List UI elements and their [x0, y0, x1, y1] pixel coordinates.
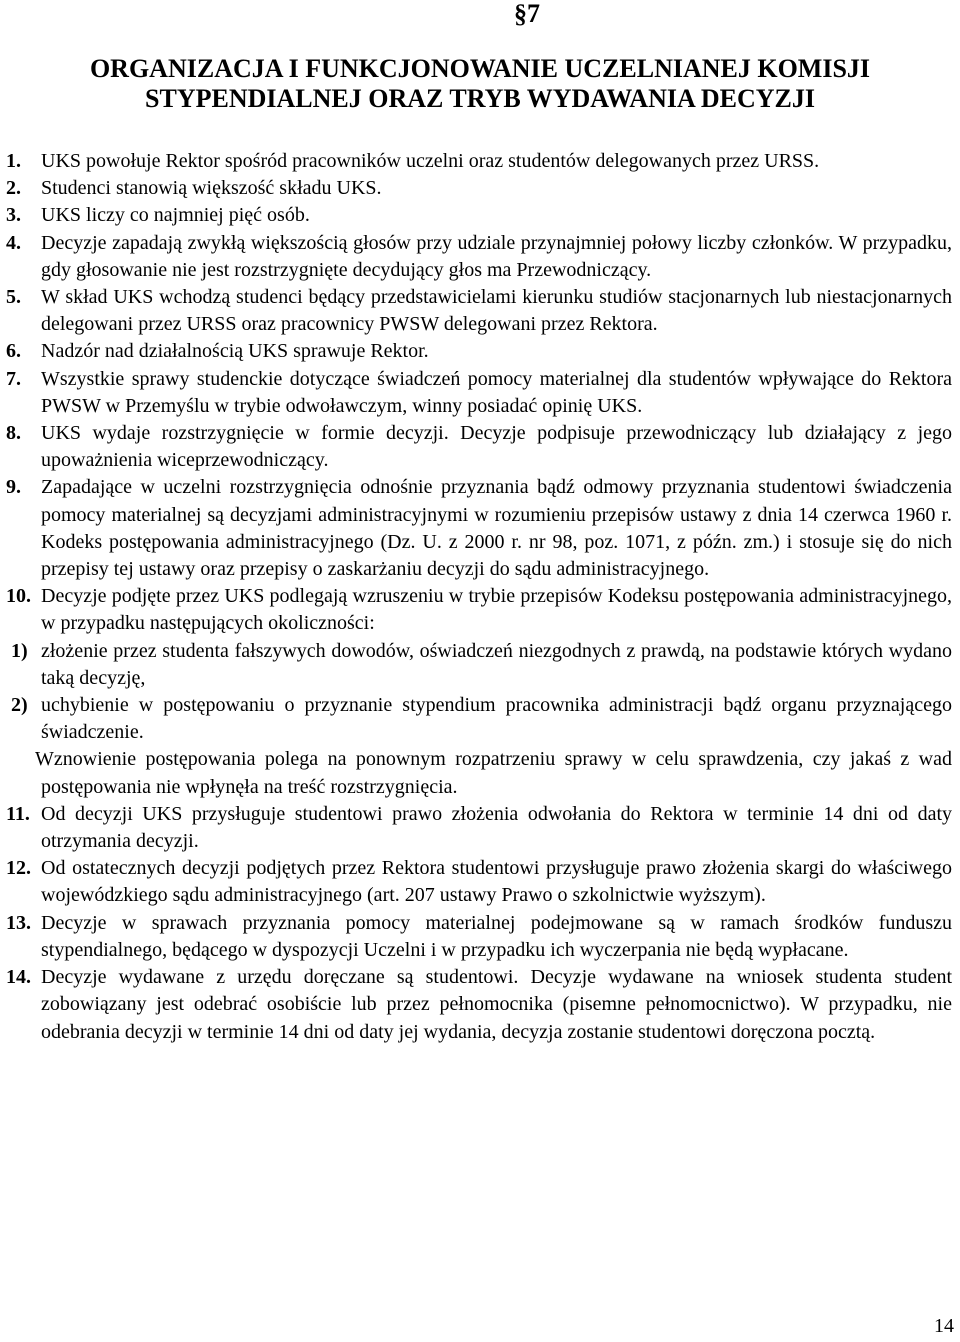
item-number: 2. — [6, 177, 21, 200]
item-text: Od ostatecznych decyzji podjętych przez Rektora studentowi przysługuje prawo złożenia skargi do właściwego wojewódzkiego sądu administracyjnego (art. 207 ustawy Prawo o szkolnictwie wyższym). — [41, 857, 952, 907]
item-text: Od decyzji UKS przysługuje studentowi prawo złożenia odwołania do Rektora w terminie 14 dni od daty otrzymania decyzji. — [41, 802, 952, 853]
item-number: 8. — [6, 422, 21, 445]
list-item — [0, 338, 960, 365]
item-number: 7. — [6, 367, 21, 390]
item-text: Zapadające w uczelni rozstrzygnięcia odnośnie przyznania bądź odmowy przyznania studentowi świadczenia pomocy materialnej są decyzjami administracyjnymi w rozumieniu przepisów ustawy z dnia 14 czerwca 1960 r. Kodeks postępowania administracyjnego (Dz. U. z 2000 r. nr 98, poz. 1071, z późn. zm.) i stosuje się do nich przepisy tej ustawy oraz przepisy o zaskarżaniu decyzji do sądu administracyjnego. — [41, 476, 952, 581]
sub-item-text: uchybienie w postępowaniu o przyznanie stypendium pracownika administracji bądź organu przyznającego świadczenie. — [41, 694, 952, 744]
item-text: UKS liczy co najmniej pięć osób. — [41, 204, 310, 227]
item-text: W skład UKS wchodzą studenci będący przedstawicielami kierunku studiów stacjonarnych lub niestacjonarnych delegowani przez URSS oraz pracownicy PWSW delegowani przez Rektora. — [41, 286, 952, 336]
sub-item — [0, 692, 960, 746]
resumption-paragraph: Wznowienie postępowania polega na ponownym rozpatrzeniu sprawy w celu sprawdzenia, czy jakaś z wad postępowania nie wpłynęła na treść rozstrzygnięcia. — [35, 748, 952, 798]
item-text: UKS powołuje Rektor spośród pracowników uczelni oraz studentów delegowanych przez URSS. — [41, 150, 820, 172]
item-text: Nadzór nad działalnością UKS sprawuje Rektor. — [41, 340, 429, 363]
item-number: 5. — [6, 286, 21, 309]
document-heading — [0, 54, 960, 114]
item-text: UKS wydaje rozstrzygnięcie w formie decyzji. Decyzje podpisuje przewodniczący lub działający z jego upoważnienia wiceprzewodniczący. — [41, 422, 952, 472]
list-item — [0, 583, 960, 637]
item-number: 6. — [6, 340, 21, 363]
item-number: 11. — [6, 802, 30, 825]
item-text: Studenci stanowią większość składu UKS. — [41, 177, 382, 200]
list-item — [0, 202, 960, 229]
list-item — [0, 801, 960, 855]
item-number: 10. — [6, 585, 31, 608]
list-item — [0, 964, 960, 1046]
item-text: Decyzje podjęte przez UKS podlegają wzruszeniu w trybie przepisów Kodeksu postępowania administracyjnego, w przypadku następujących okoliczności: — [41, 585, 952, 635]
sub-item-text: złożenie przez studenta fałszywych dowodów, oświadczeń niezgodnych z prawdą, na podstawie których wydano taką decyzję, — [41, 639, 952, 689]
item-number: 9. — [6, 476, 21, 499]
page-number: 14 — [934, 1315, 954, 1337]
sub-item — [0, 638, 960, 692]
list-item — [0, 148, 960, 175]
item-number: 1. — [6, 150, 21, 172]
heading-line-1: ORGANIZACJA I FUNKCJONOWANIE UCZELNIANEJ KOMISJI — [89, 54, 871, 83]
list-item — [0, 474, 960, 583]
item-number: 12. — [6, 857, 31, 880]
section-mark: §7 — [514, 0, 540, 28]
heading-line-2: STYPENDIALNEJ ORAZ TRYB WYDAWANIA DECYZJI — [145, 84, 815, 113]
item-text: Decyzje w sprawach przyznania pomocy materialnej podejmowane są w ramach środków funduszu stypendialnego, będącego w dyspozycji Uczelni i w przypadku ich wyczerpania nie będą wypłacane. — [41, 911, 952, 961]
item-text: Wszystkie sprawy studenckie dotyczące świadczeń pomocy materialnej dla studentów wpływające do Rektora PWSW w Przemyślu w trybie odwoławczym, winny posiadać opinię UKS. — [41, 367, 952, 417]
list-item — [0, 855, 960, 909]
list-item — [0, 175, 960, 202]
item-text: Decyzje zapadają zwykłą większością głosów przy udziale przynajmniej połowy liczby członków. W przypadku, gdy głosowanie nie jest rozstrzygnięte decydujący głos ma Przewodniczący. — [41, 231, 952, 281]
item-text: Decyzje wydawane z urzędu doręczane są studentowi. Decyzje wydawane na wniosek studenta student zobowiązany jest odebrać osobiście lub przez pełnomocnika (pisemne pełnomocnictwo). W przypadku, nie odebrania decyzji w terminie 14 dni od daty jej wydania, decyzja zostanie studentowi doręczona pocztą. — [41, 966, 952, 1043]
regulations-list — [0, 148, 960, 1046]
item-number: 3. — [6, 204, 21, 227]
item-number: 4. — [6, 231, 21, 254]
sub-item-number: 1) — [11, 639, 28, 662]
item-number: 14. — [6, 966, 31, 989]
list-item — [0, 366, 960, 420]
list-item — [0, 230, 960, 284]
item-number: 13. — [6, 911, 31, 934]
list-item — [0, 420, 960, 474]
list-item — [0, 284, 960, 338]
sub-item-number: 2) — [11, 694, 28, 717]
list-item — [0, 910, 960, 964]
